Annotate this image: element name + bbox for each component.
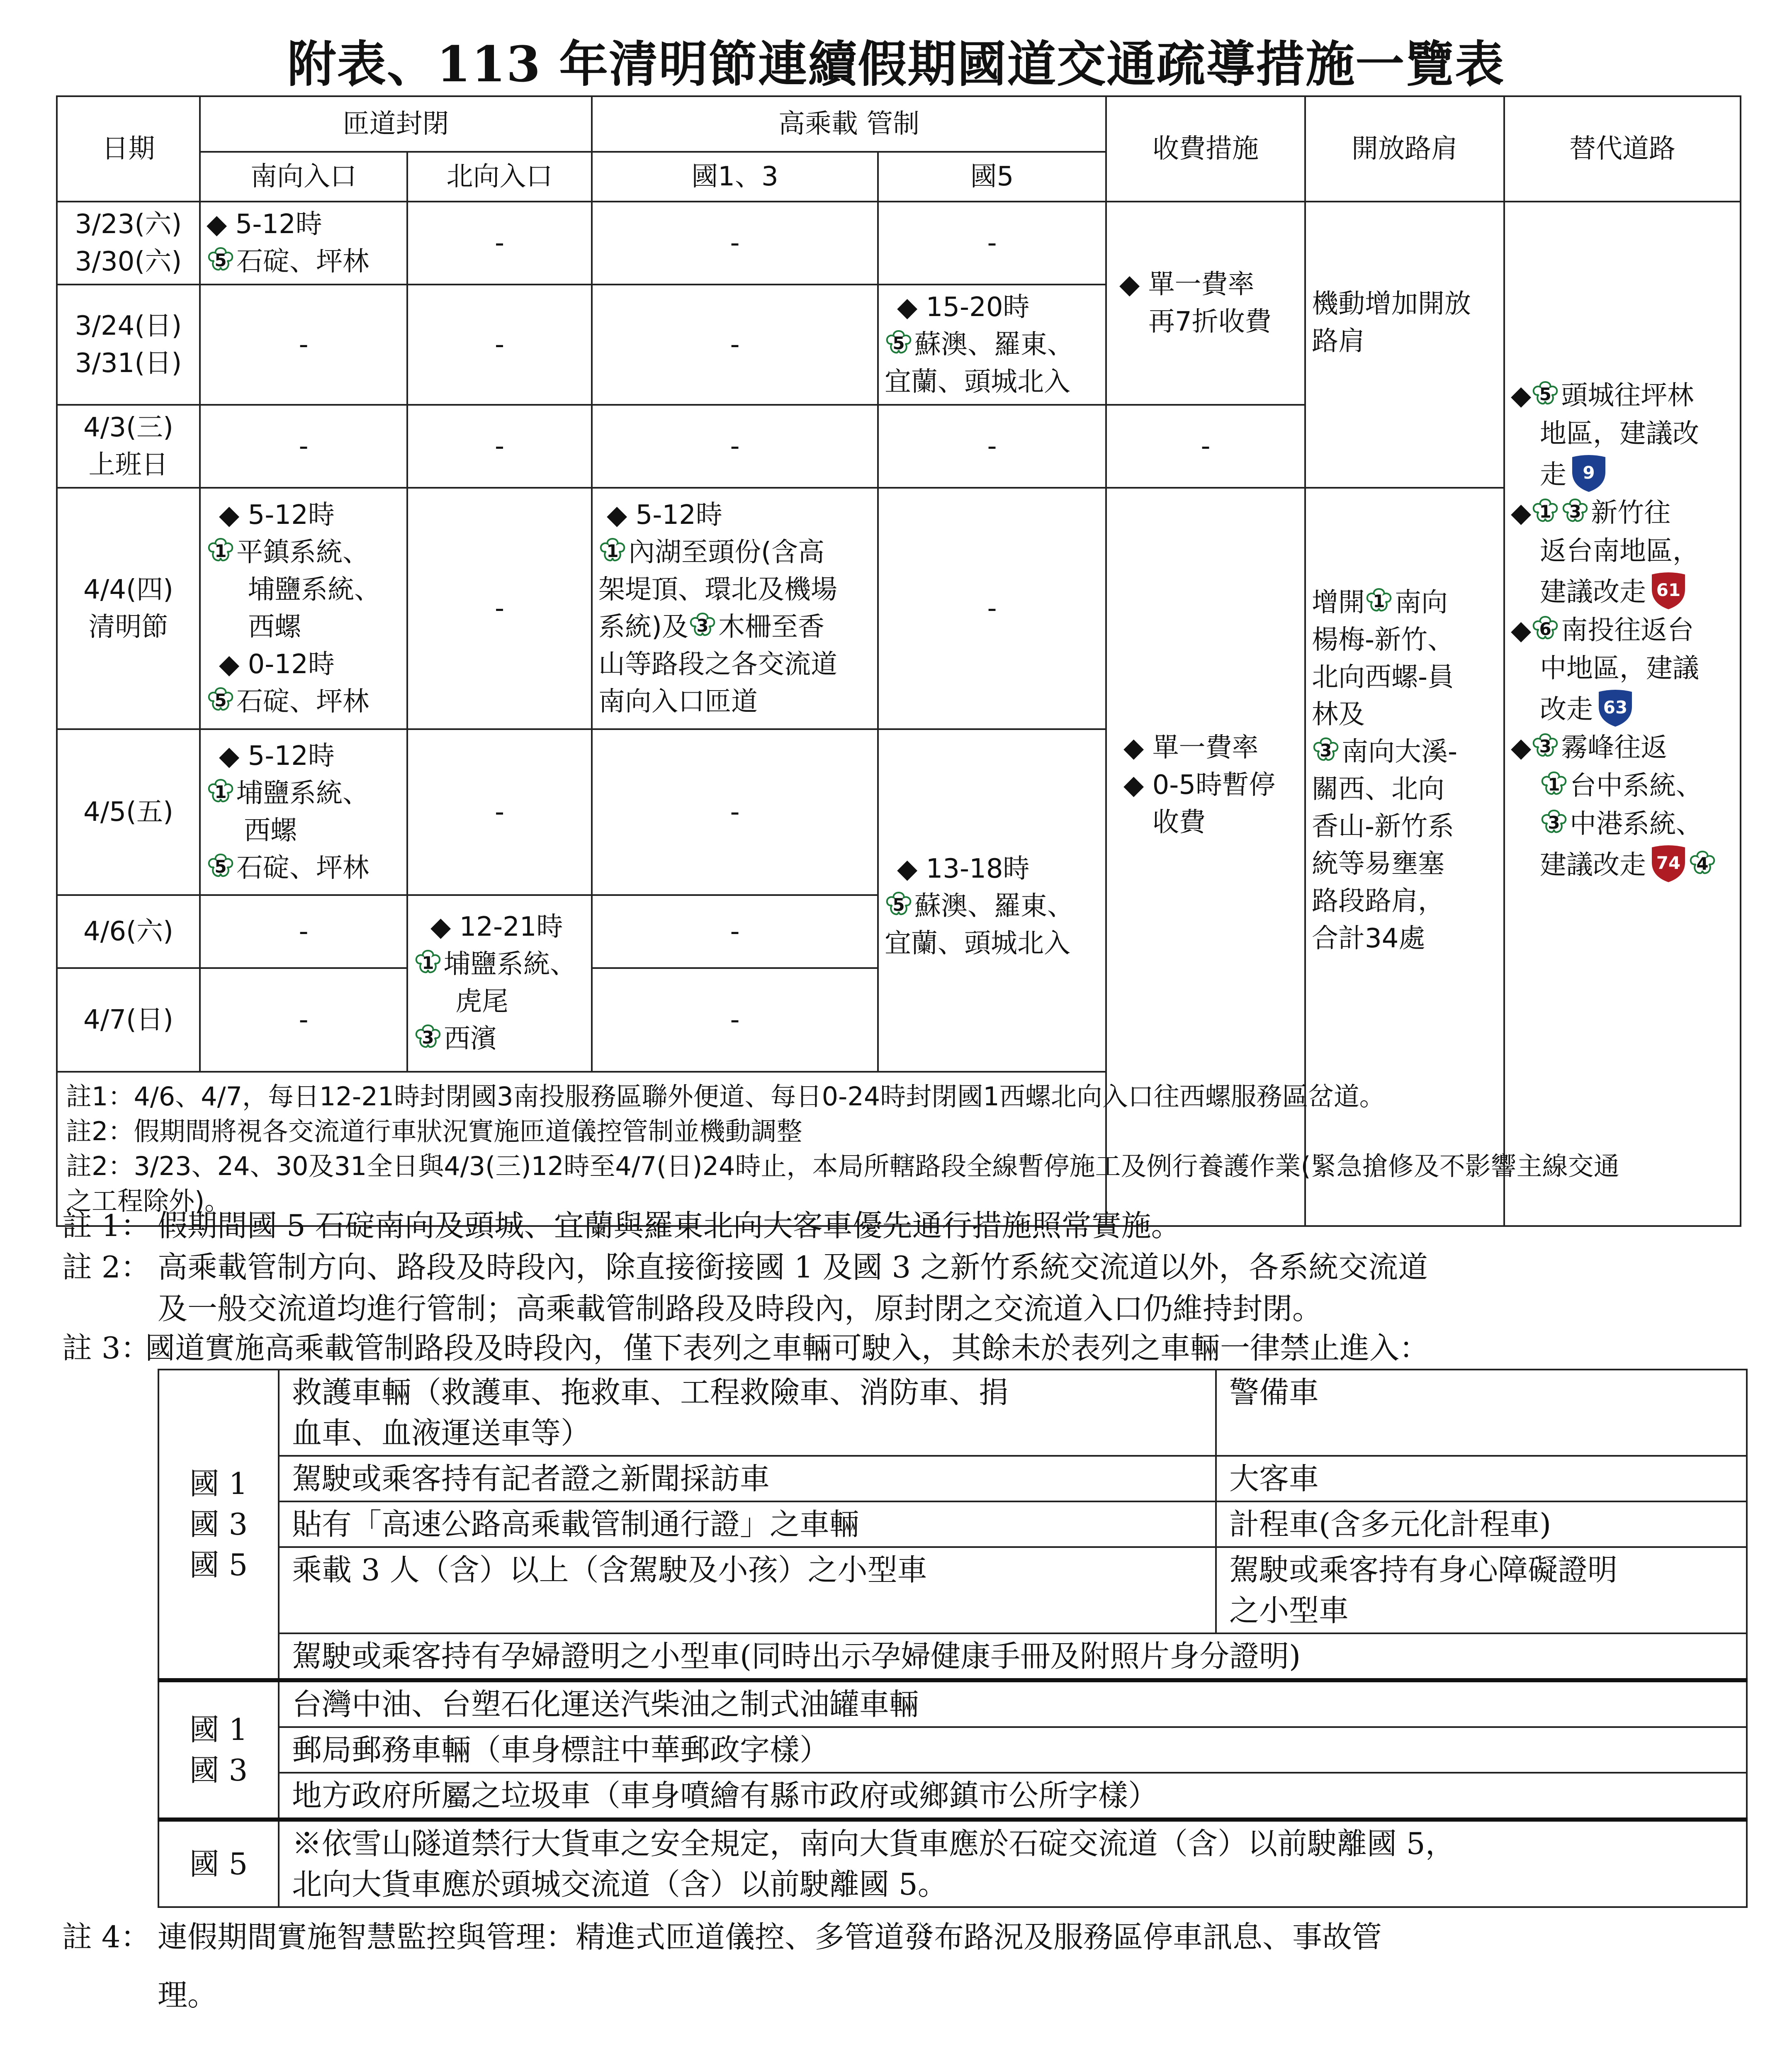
header-hov-n5: 國5 [878, 152, 1106, 202]
national-freeway-3-sign-icon: 3 [1531, 732, 1559, 761]
national-freeway-1-sign-icon: 1 [207, 537, 235, 565]
south-entry-cell: - [200, 895, 407, 968]
vehicle-row: 郵局郵務車輛（車身標註中華郵政字樣） [279, 1727, 1747, 1773]
hov-n1-3-cell: - [592, 285, 878, 405]
hov-n5-cell: - [878, 202, 1106, 285]
toll-cell-b: ◆ 單一費率 ◆ 0-5時暫停 收費 [1106, 488, 1305, 1226]
group-n5: 國 5 [158, 1820, 279, 1907]
date-cell: 3/24(日) 3/31(日) [57, 285, 200, 405]
measures-table [56, 95, 1741, 1227]
group-n1-n3: 國 1 國 3 [158, 1680, 279, 1820]
north-entry-cell: - [407, 405, 592, 488]
vehicle-row: 救護車輛（救護車、拖救車、工程救險車、消防車、捐 血車、血液運送車等） [279, 1370, 1216, 1456]
north-entry-cell: ◆ 12-21時 1 埔鹽系統、 虎尾 3 西濱 [407, 895, 592, 1072]
national-freeway-1-sign-icon: 1 [207, 778, 235, 806]
header-toll: 收費措施 [1106, 96, 1305, 202]
vehicle-row: 乘載 3 人（含）以上（含駕駛及小孩）之小型車 [279, 1547, 1216, 1633]
vehicle-row: 大客車 [1216, 1456, 1747, 1501]
header-hov: 高乘載 管制 [592, 96, 1106, 152]
south-entry-cell: ◆ 5-12時 5 石碇、坪林 [200, 202, 407, 285]
hov-n1-3-cell: - [592, 405, 878, 488]
toll-cell: - [1106, 405, 1305, 488]
national-freeway-5-sign-icon: 5 [885, 329, 913, 358]
expressway-74-shield-icon: 74 [1649, 843, 1688, 883]
header-hov-n1-3: 國1、3 [592, 152, 878, 202]
national-freeway-3-sign-icon: 3 [1561, 498, 1589, 526]
hov-n1-3-cell: - [592, 968, 878, 1072]
date-cell: 4/4(四) 清明節 [57, 488, 200, 729]
national-freeway-5-sign-icon: 5 [1531, 380, 1559, 409]
national-freeway-3-sign-icon: 3 [688, 612, 717, 640]
hov-n1-3-cell: - [592, 202, 878, 285]
national-freeway-1-sign-icon: 1 [598, 537, 627, 565]
national-freeway-5-sign-icon: 5 [207, 246, 235, 275]
hov-n1-3-cell: - [592, 729, 878, 895]
header-shoulder: 開放路肩 [1305, 96, 1504, 202]
national-freeway-3-sign-icon: 3 [1312, 737, 1340, 765]
north-entry-cell: - [407, 729, 592, 895]
north-entry-cell: - [407, 285, 592, 405]
alternative-routes-cell: ◆ 5 頭城往坪林 地區，建議改 走 9 ◆ 1 3 新竹往 返台南地區， 建議改走 61 ◆ 6 南投往返台 中地區，建議 改走 63 ◆ 3 霧峰往返 1 台中系統、 3 中港系統、 建議改走 74 4 [1504, 202, 1741, 1226]
date-cell: 3/23(六) 3/30(六) [57, 202, 200, 285]
south-entry-cell: - [200, 968, 407, 1072]
header-south-entry: 南向入口 [200, 152, 407, 202]
vehicle-row: 駕駛或乘客持有記者證之新聞採訪車 [279, 1456, 1216, 1501]
group-n1-n3-n5: 國 1 國 3 國 5 [158, 1370, 279, 1680]
north-entry-cell: - [407, 202, 592, 285]
header-north-entry: 北向入口 [407, 152, 592, 202]
toll-cell-a: ◆ 單一費率 再7折收費 [1106, 202, 1305, 405]
national-freeway-4-sign-icon: 4 [1688, 850, 1717, 878]
national-freeway-1-sign-icon: 1 [1365, 587, 1393, 616]
hov-n5-cell: ◆ 15-20時 5 蘇澳、羅東、 宜蘭、頭城北入 [878, 285, 1106, 405]
table-notes: 註1：4/6、4/7，每日12-21時封閉國3南投服務區聯外便道、每日0-24時封閉國1西螺北向入口往西螺服務區岔道。 註2：假期間將視各交流道行車狀況實施匝道儀控管制並機動調整 註2：3/23、24、30及31全日與4/3(三)12時至4/7(日)24時止，本局所轄路段全線暫停施工及例行養護作業(緊急搶修及不影響主線交通 之工程除外)。 [57, 1072, 1741, 1226]
expressway-63-shield-icon: 63 [1595, 688, 1635, 727]
south-entry-cell: ◆ 5-12時 1 埔鹽系統、 西螺 5 石碇、坪林 [200, 729, 407, 895]
national-freeway-1-sign-icon: 1 [414, 949, 442, 977]
national-freeway-5-sign-icon: 5 [207, 853, 235, 881]
vehicle-row: 台灣中油、台塑石化運送汽柴油之制式油罐車輛 [279, 1680, 1747, 1727]
vehicle-row: 計程車(含多元化計程車) [1216, 1501, 1747, 1547]
hov-n5-cell: ◆ 13-18時 5 蘇澳、羅東、 宜蘭、頭城北入 [878, 729, 1106, 1072]
national-freeway-1-sign-icon: 1 [1531, 498, 1559, 526]
date-cell: 4/5(五) [57, 729, 200, 895]
vehicle-row: 警備車 [1216, 1370, 1747, 1456]
date-cell: 4/6(六) [57, 895, 200, 968]
south-entry-cell: - [200, 285, 407, 405]
south-entry-cell: - [200, 405, 407, 488]
national-freeway-6-sign-icon: 6 [1531, 615, 1559, 643]
date-cell: 4/7(日) [57, 968, 200, 1072]
national-freeway-1-sign-icon: 1 [1540, 771, 1568, 799]
vehicle-row: 地方政府所屬之垃圾車（車身噴繪有縣市政府或鄉鎮市公所字樣） [279, 1773, 1747, 1820]
shoulder-cell-a: 機動增加開放 路肩 [1305, 202, 1504, 488]
national-freeway-3-sign-icon: 3 [414, 1024, 442, 1052]
header-date: 日期 [57, 96, 200, 202]
hov-n1-3-cell: - [592, 895, 878, 968]
hov-n1-3-cell: ◆ 5-12時 1 內湖至頭份(含高 架堤頂、環北及機場 系統)及 3 木柵至香 山等路段之各交流道 南向入口匝道 [592, 488, 878, 729]
date-cell: 4/3(三) 上班日 [57, 405, 200, 488]
expressway-61-shield-icon: 61 [1649, 570, 1688, 610]
vehicle-row: 駕駛或乘客持有身心障礙證明 之小型車 [1216, 1547, 1747, 1633]
note-1: 註 1： 假期間國 5 石碇南向及頭城、宜蘭與羅東北向大客車優先通行措施照常實施。 [62, 1208, 1181, 1243]
vehicle-row: 駕駛或乘客持有孕婦證明之小型車(同時出示孕婦健康手冊及附照片身分證明) [279, 1633, 1747, 1680]
header-ramp-closure: 匝道封閉 [200, 96, 592, 152]
header-alternative: 替代道路 [1504, 96, 1741, 202]
north-entry-cell: - [407, 488, 592, 729]
hov-n5-cell: - [878, 488, 1106, 729]
vehicle-row: 貼有「高速公路高乘載管制通行證」之車輛 [279, 1501, 1216, 1547]
note-2: 註 2： 高乘載管制方向、路段及時段內，除直接銜接國 1 及國 3 之新竹系統交流道以外，各系統交流道 及一般交流道均進行管制；高乘載管制路段及時段內，原封閉之交流道入口仍維持封閉。 [62, 1250, 1428, 1326]
shoulder-cell-b: 增開 1 南向 楊梅-新竹、 北向西螺-員 林及 3 南向大溪- 關西、北向 香山-新竹系 統等易壅塞 路段路肩， 合計34處 [1305, 488, 1504, 1226]
national-freeway-5-sign-icon: 5 [207, 686, 235, 715]
page-title: 附表、113 年清明節連續假期國道交通疏導措施一覽表 [287, 35, 1505, 93]
provincial-highway-9-shield-icon: 9 [1569, 453, 1609, 493]
allowed-vehicles-table [158, 1369, 1748, 1908]
national-freeway-3-sign-icon: 3 [1540, 809, 1568, 837]
vehicle-row: ※依雪山隧道禁行大貨車之安全規定，南向大貨車應於石碇交流道（含）以前駛離國 5， 北向大貨車應於頭城交流道（含）以前駛離國 5。 [279, 1820, 1747, 1907]
south-entry-cell: ◆ 5-12時 1 平鎮系統、 埔鹽系統、 西螺 ◆ 0-12時 5 石碇、坪林 [200, 488, 407, 729]
national-freeway-5-sign-icon: 5 [885, 891, 913, 919]
note-3: 註 3： 國道實施高乘載管制路段及時段內，僅下表列之車輛可駛入，其餘未於表列之車輛一律禁止進入： [62, 1331, 1430, 1365]
note-4: 註 4： 連假期間實施智慧監控與管理：精進式匝道儀控、多管道發布路況及服務區停車訊息、事故管 理。 [62, 1920, 1382, 2012]
hov-n5-cell: - [878, 405, 1106, 488]
